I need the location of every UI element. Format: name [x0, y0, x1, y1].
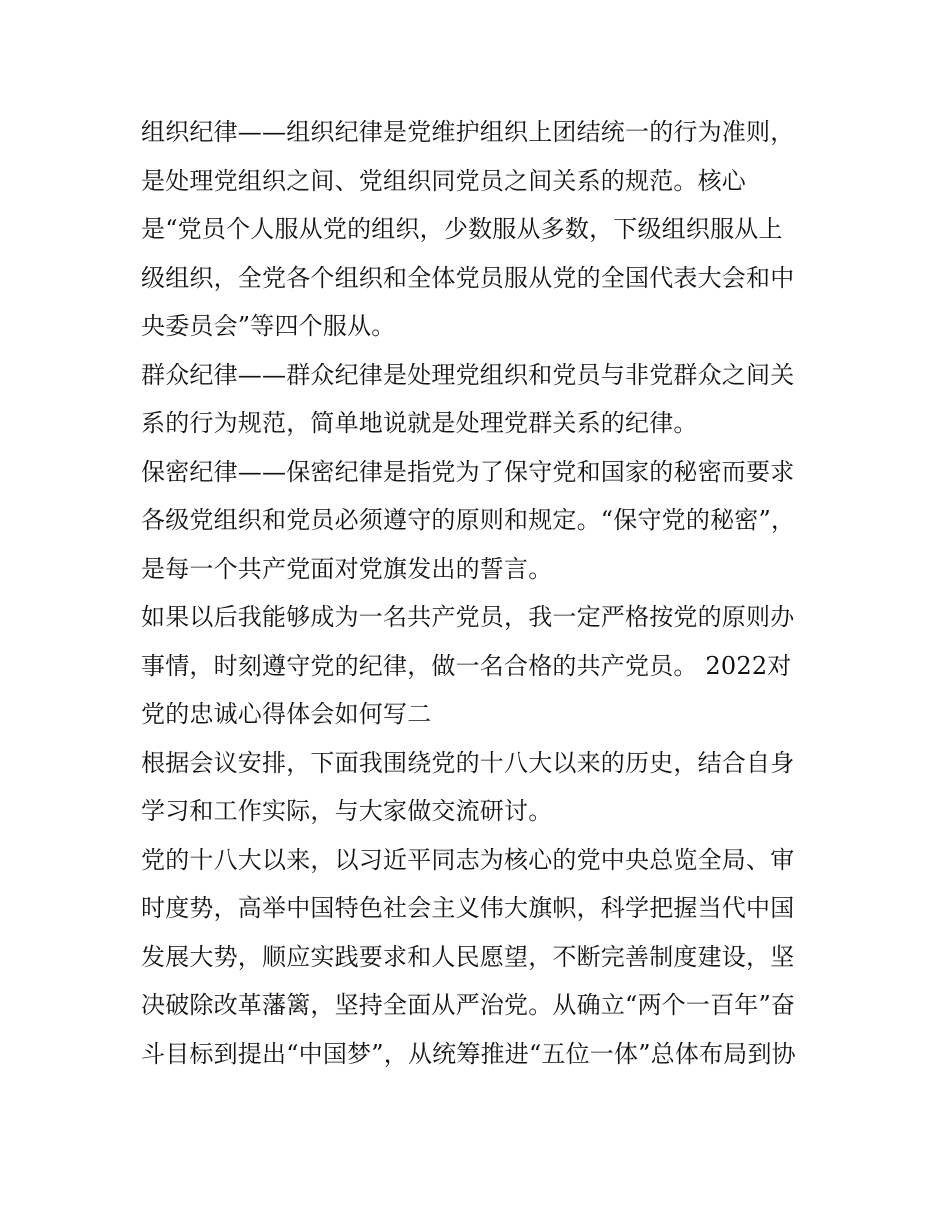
text-line: 党的忠诚心得体会如何写二	[141, 700, 432, 728]
text-line: 群众纪律——群众纪律是处理党组织和党员与非党群众之间关	[141, 360, 795, 389]
text-line: 保密纪律——保密纪律是指党为了保守党和国家的秘密而要求	[141, 457, 795, 486]
text-line: 学习和工作实际，与大家做交流研讨。	[141, 797, 553, 825]
document-body	[141, 108, 821, 1078]
text-line: 组织纪律——组织纪律是党维护组织上团结统一的行为准则，	[141, 118, 795, 146]
text-line: 发展大势，顺应实践要求和人民愿望，不断完善制度建设，坚	[141, 942, 795, 971]
text-line: 时度势，高举中国特色社会主义伟大旗帜，科学把握当代中国	[141, 894, 795, 922]
text-line: 系的行为规范，简单地说就是处理党群关系的纪律。	[141, 409, 698, 437]
text-line: 事情，时刻遵守党的纪律，做一名合格的共产党员。 2022对	[141, 651, 792, 680]
text-line: 如果以后我能够成为一名共产党员，我一定严格按党的原则办	[141, 603, 795, 631]
text-line: 是每一个共产党面对党旗发出的誓言。	[141, 554, 553, 583]
text-line: 级组织，全党各个组织和全体党员服从党的全国代表大会和中	[141, 263, 795, 292]
text-line: 央委员会”等四个服从。	[141, 312, 396, 340]
text-line: 是处理党组织之间、党组织同党员之间关系的规范。核心	[141, 166, 746, 195]
text-line: 决破除改革藩篱，坚持全面从严治党。从确立“两个一百年”奋	[141, 991, 796, 1019]
text-line: 是“党员个人服从党的组织，少数服从多数，下级组织服从上	[141, 215, 783, 243]
text-line: 党的十八大以来，以习近平同志为核心的党中央总览全局、审	[141, 845, 795, 874]
text-line: 根据会议安排，下面我围绕党的十八大以来的历史，结合自身	[141, 748, 795, 777]
text-line: 各级党组织和党员必须遵守的原则和规定。“保守党的秘密”，	[141, 506, 796, 534]
text-line: 斗目标到提出“中国梦”，从统筹推进“五位一体”总体布局到协	[141, 1039, 796, 1068]
